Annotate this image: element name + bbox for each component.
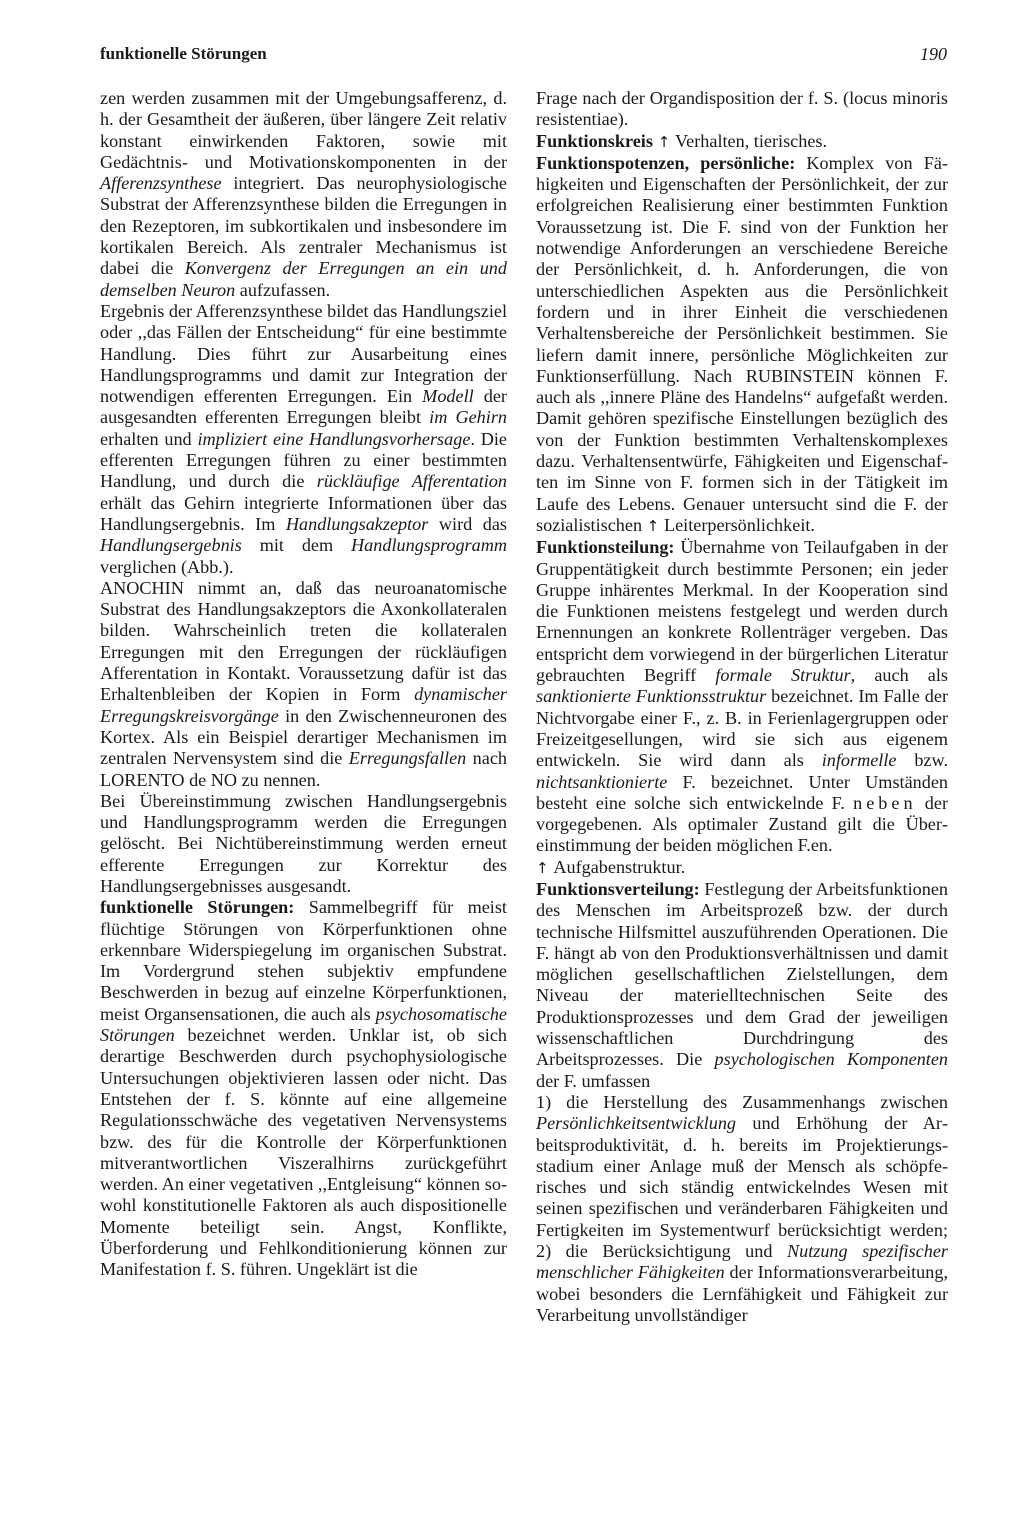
spaced-emphasis: neben [853,792,917,813]
text-run: Bei Übereinstimmung zwischen Handlungsergebnis und Handlungsprogramm werden die Erregungen gelöscht. Bei Nichtübereinstimmung werden erneut efferente Erregungen zur Korrektur des Handlungsergebnisses ausgesandt. [100,790,507,896]
left-column-paragraph [100,88,507,301]
text-run: Leiterpersönlichkeit. [663,514,815,535]
cross-reference-arrow-icon: ↑ [646,516,664,535]
page-number: 190 [920,44,947,64]
running-head: funktionelle Störungen [100,44,267,63]
italic-term: Handlungsakzeptor [285,513,429,534]
text-run: bezeichnet. Im Falle der Nichtvorgabe einer F., z. B. in Ferienlagergruppen oder Freizeitgesellungen, wird sie sich aus eigenem entwickeln. Sie wird dann als [536,686,948,771]
right-column-paragraph [536,131,948,153]
italic-term: Modell [422,386,474,407]
text-run: der ausgesandten efferenten Erregungen bleibt [100,386,507,428]
page-header [0,0,1024,90]
italic-term: informelle [821,750,897,771]
text-run: der vorgegebenen. Als optimaler Zustand gilt die Übereinstimmung der beiden möglichen F.en. [536,792,948,856]
entry-headword: Funktionskreis [536,130,653,151]
left-column-paragraph [100,578,507,791]
italic-term: Erregungsfallen [348,748,467,769]
italic-term: nichtsanktionierte [536,771,668,792]
italic-term: formale Struktur [715,665,851,686]
right-column-paragraph [536,879,948,1092]
text-run: , auch als [850,665,948,686]
italic-term: Handlungsergebnis [100,535,242,556]
entry-headword: funktionelle Störungen: [100,897,295,918]
text-run: bzw. [896,750,948,771]
left-column-paragraph [100,791,507,897]
text-run: Übernahme von Teilaufgaben in der Gruppentätigkeit durch bestimmte Personen; ein jeder Gruppe inhärentes Merkmal. In der Kooperation sind die Funktionen meistens festgelegt und werden durch Ernennungen an konkrete Rollenträger vergeben. Das entspricht dem vorwiegend in der bürgerlichen Literatur gebrauchten Begriff [536,537,948,686]
text-run: . Die efferenten Erregungen führen zu einer bestimmten Handlung, und durch die [100,428,507,492]
left-column-paragraph [100,301,507,578]
cross-reference-arrow-icon: ↑ [536,858,554,877]
italic-term: Handlungsprogramm [351,535,507,556]
text-run: 1) die Herstellung des Zusammenhangs zwischen [536,1091,948,1112]
entry-headword: Funktionsverteilung: [536,878,700,899]
text-run: Komplex von Fähigkeiten und Eigenschaften der Persönlichkeit, der zur erfolgreichen Realisierung einer bestimmten Funktion Voraussetzung ist. Die F. sind von der Funktion her notwendige Anforderungen an verschiedene Bereiche der Persönlichkeit, d. h. Anforderungen, die von unterschiedlichen Aspekten aus die Persönlichkeit fordern und in ihrer Einheit die verschiedenen Verhaltensbereiche der Persönlichkeit bestimmen. Sie liefern damit innere, persönliche Möglichkeiten zur Funktionserfüllung. Nach RUBINSTEIN können F. auch als ,,innere Pläne des Handelns“ aufgefaßt werden. Damit gehören spezifische Einstellungen bezüglich des von der Funktion bestimmten Verhaltenskomplexes dazu. Verhaltensentwürfe, Fähigkeiten und Eigenschaften im Sinne von F. formen sich in der Tätigkeit im Laufe des Lebens. Genauer untersucht sind die F. der sozialistischen [536,152,948,535]
right-column-paragraph [536,1092,948,1326]
text-run: F. bezeichnet. Unter Umständen besteht eine solche sich entwickelnde F. [536,771,948,813]
italic-term: psychosomatische Störungen [100,1003,507,1046]
left-column-paragraph [100,897,507,1280]
text-run: und Erhöhung der Arbeitsproduktivität, d. h. bereits im Projektierungsstadium einer Anlage muß der Mensch als schöpferisches und sich ständig entwickelndes Wesen mit seinen spezifischen und veränderbaren Fähigkeiten und Fertigkeiten im Systementwurf berücksichtigt werden; 2) die Berücksichtigung und [536,1113,948,1262]
cross-reference-arrow-icon: ↑ [652,132,676,151]
text-run: erhält das Gehirn integrierte Informationen über das Handlungsergebnis. Im [100,492,507,534]
text-run: verglichen (Abb.). [100,556,234,577]
text-run: Sammelbegriff für meist flüchtige Störungen von Körperfunktionen ohne erkennbare Widerspiegelung im organischen Substrat. Im Vordergrund stehen subjektiv empfundene Beschwerden in bezug auf einzelne Körperfunktionen, meist Organsensationen, die auch als [100,897,507,1024]
right-column-paragraph [536,153,948,537]
text-run: Festlegung der Arbeitsfunktionen des Menschen im Arbeitsprozeß bzw. der durch technische Hilfsmittel auszuführenden Operationen. Die F. hängt ab von den Produktionsverhältnissen und damit möglichen gesellschaftlichen Zielstellungen, dem Niveau der materielltechnischen Seite des Produktionsprozesses und dem Grad der jeweiligen wissenschaftlichen Durchdringung des Arbeitsprozesses. Die [536,878,948,1070]
entry-headword: Funktionspotenzen, persönliche: [536,152,796,173]
italic-term: sanktionierte Funktionsstruktur [536,686,767,707]
italic-term: Konvergenz der Erregungen an ein und demselben Neuron [100,258,507,300]
italic-term: psychologischen Komponenten [714,1049,949,1070]
text-run: zen werden zusammen mit der Umgebungsafferenz, d. h. der Gesamtheit der äußeren, über längere Zeit relativ konstant einwirkenden Faktoren, sowie mit Gedächtnis- und Motivationskomponenten in der [100,88,507,172]
right-column-paragraph [536,537,948,856]
right-column-paragraph [536,857,948,879]
text-run: in den Zwischenneuronen des Kortex. Als ein Beispiel derartiger Mechanismen im zentralen Nervensystem sind die [100,705,507,769]
text-run: der F. umfassen [536,1070,651,1091]
left-column [100,88,507,1281]
italic-term: Nutzung spezifischer menschlicher Fähigkeiten [536,1241,949,1283]
right-column [536,88,948,1326]
text-run: mit dem [241,535,352,556]
text-run: aufzufassen. [235,279,331,300]
text-run: Verhalten, tierisches. [675,130,828,151]
text-run: bezeichnet werden. Unklar ist, ob sich derartige Beschwerden durch psychophysiologische Untersuchungen objektivieren lassen oder nicht. Das Entstehen der f. S. könnte auf eine allgemeine Regulationsschwäche des vegetativen Nervensystems bzw. des für die Kontrolle der Körperfunktionen mitverantwortlichen Viszeralhirns zurückgeführt werden. An einer vegetativen ,,Entgleisung“ können sowohl konstitutionelle Faktoren als auch dispositionelle Momente beteiligt sein. Angst, Konflikte, Überforderung und Fehlkonditionierung können zur Manifestation f. S. führen. Ungeklärt ist die [100,1025,507,1280]
text-run: Frage nach der Organdisposition der f. S. (locus minoris resistentiae). [536,88,948,130]
text-run: Aufgabenstruktur. [553,856,686,877]
italic-term: im Gehirn [429,407,507,428]
text-run: ANOCHIN nimmt an, daß das neuroanatomische Substrat des Handlungsakzeptors die Axonkollateralen bilden. Wahrscheinlich treten die kollateralen Erregungen mit den Erregungen der rückläufigen Afferentation in Kontakt. Voraussetzung dafür ist das Erhaltenbleiben der Kopien in Form [100,577,507,705]
text-run: der Informationsverarbeitung, wobei besonders die Lernfähigkeit und Fähigkeit zur Verarbeitung unvollständiger [536,1262,948,1325]
text-run: nach LORENTO de NO zu nennen. [100,748,507,790]
text-run: wird das [428,513,507,534]
entry-headword: Funktionsteilung: [536,537,675,558]
italic-term: impliziert eine Handlungsvorhersage [197,428,471,449]
text-run: erhalten und [100,428,198,449]
italic-term: dynamischer Erregungskreisvorgänge [100,684,507,726]
italic-term: Afferenzsynthese [100,173,222,194]
text-run: integriert. Das neurophysiologische Substrat der Afferenzsynthese bilden die Erregungen in den Rezeptoren, im subkortikalen und insbesondere im kortikalen Bereich. Als zentraler Mechanismus ist dabei die [100,173,507,279]
right-column-paragraph [536,88,948,131]
italic-term: rückläufige Afferentation [316,471,507,492]
text-run: Ergebnis der Afferenzsynthese bildet das Handlungsziel oder ,,das Fällen der Entscheidung“ für eine bestimmte Handlung. Dies führt zur Ausarbeitung eines Handlungsprogramms und damit zur Integration der notwendigen efferenten Erregungen. Ein [100,300,507,407]
italic-term: Persönlichkeitsentwicklung [536,1113,737,1134]
